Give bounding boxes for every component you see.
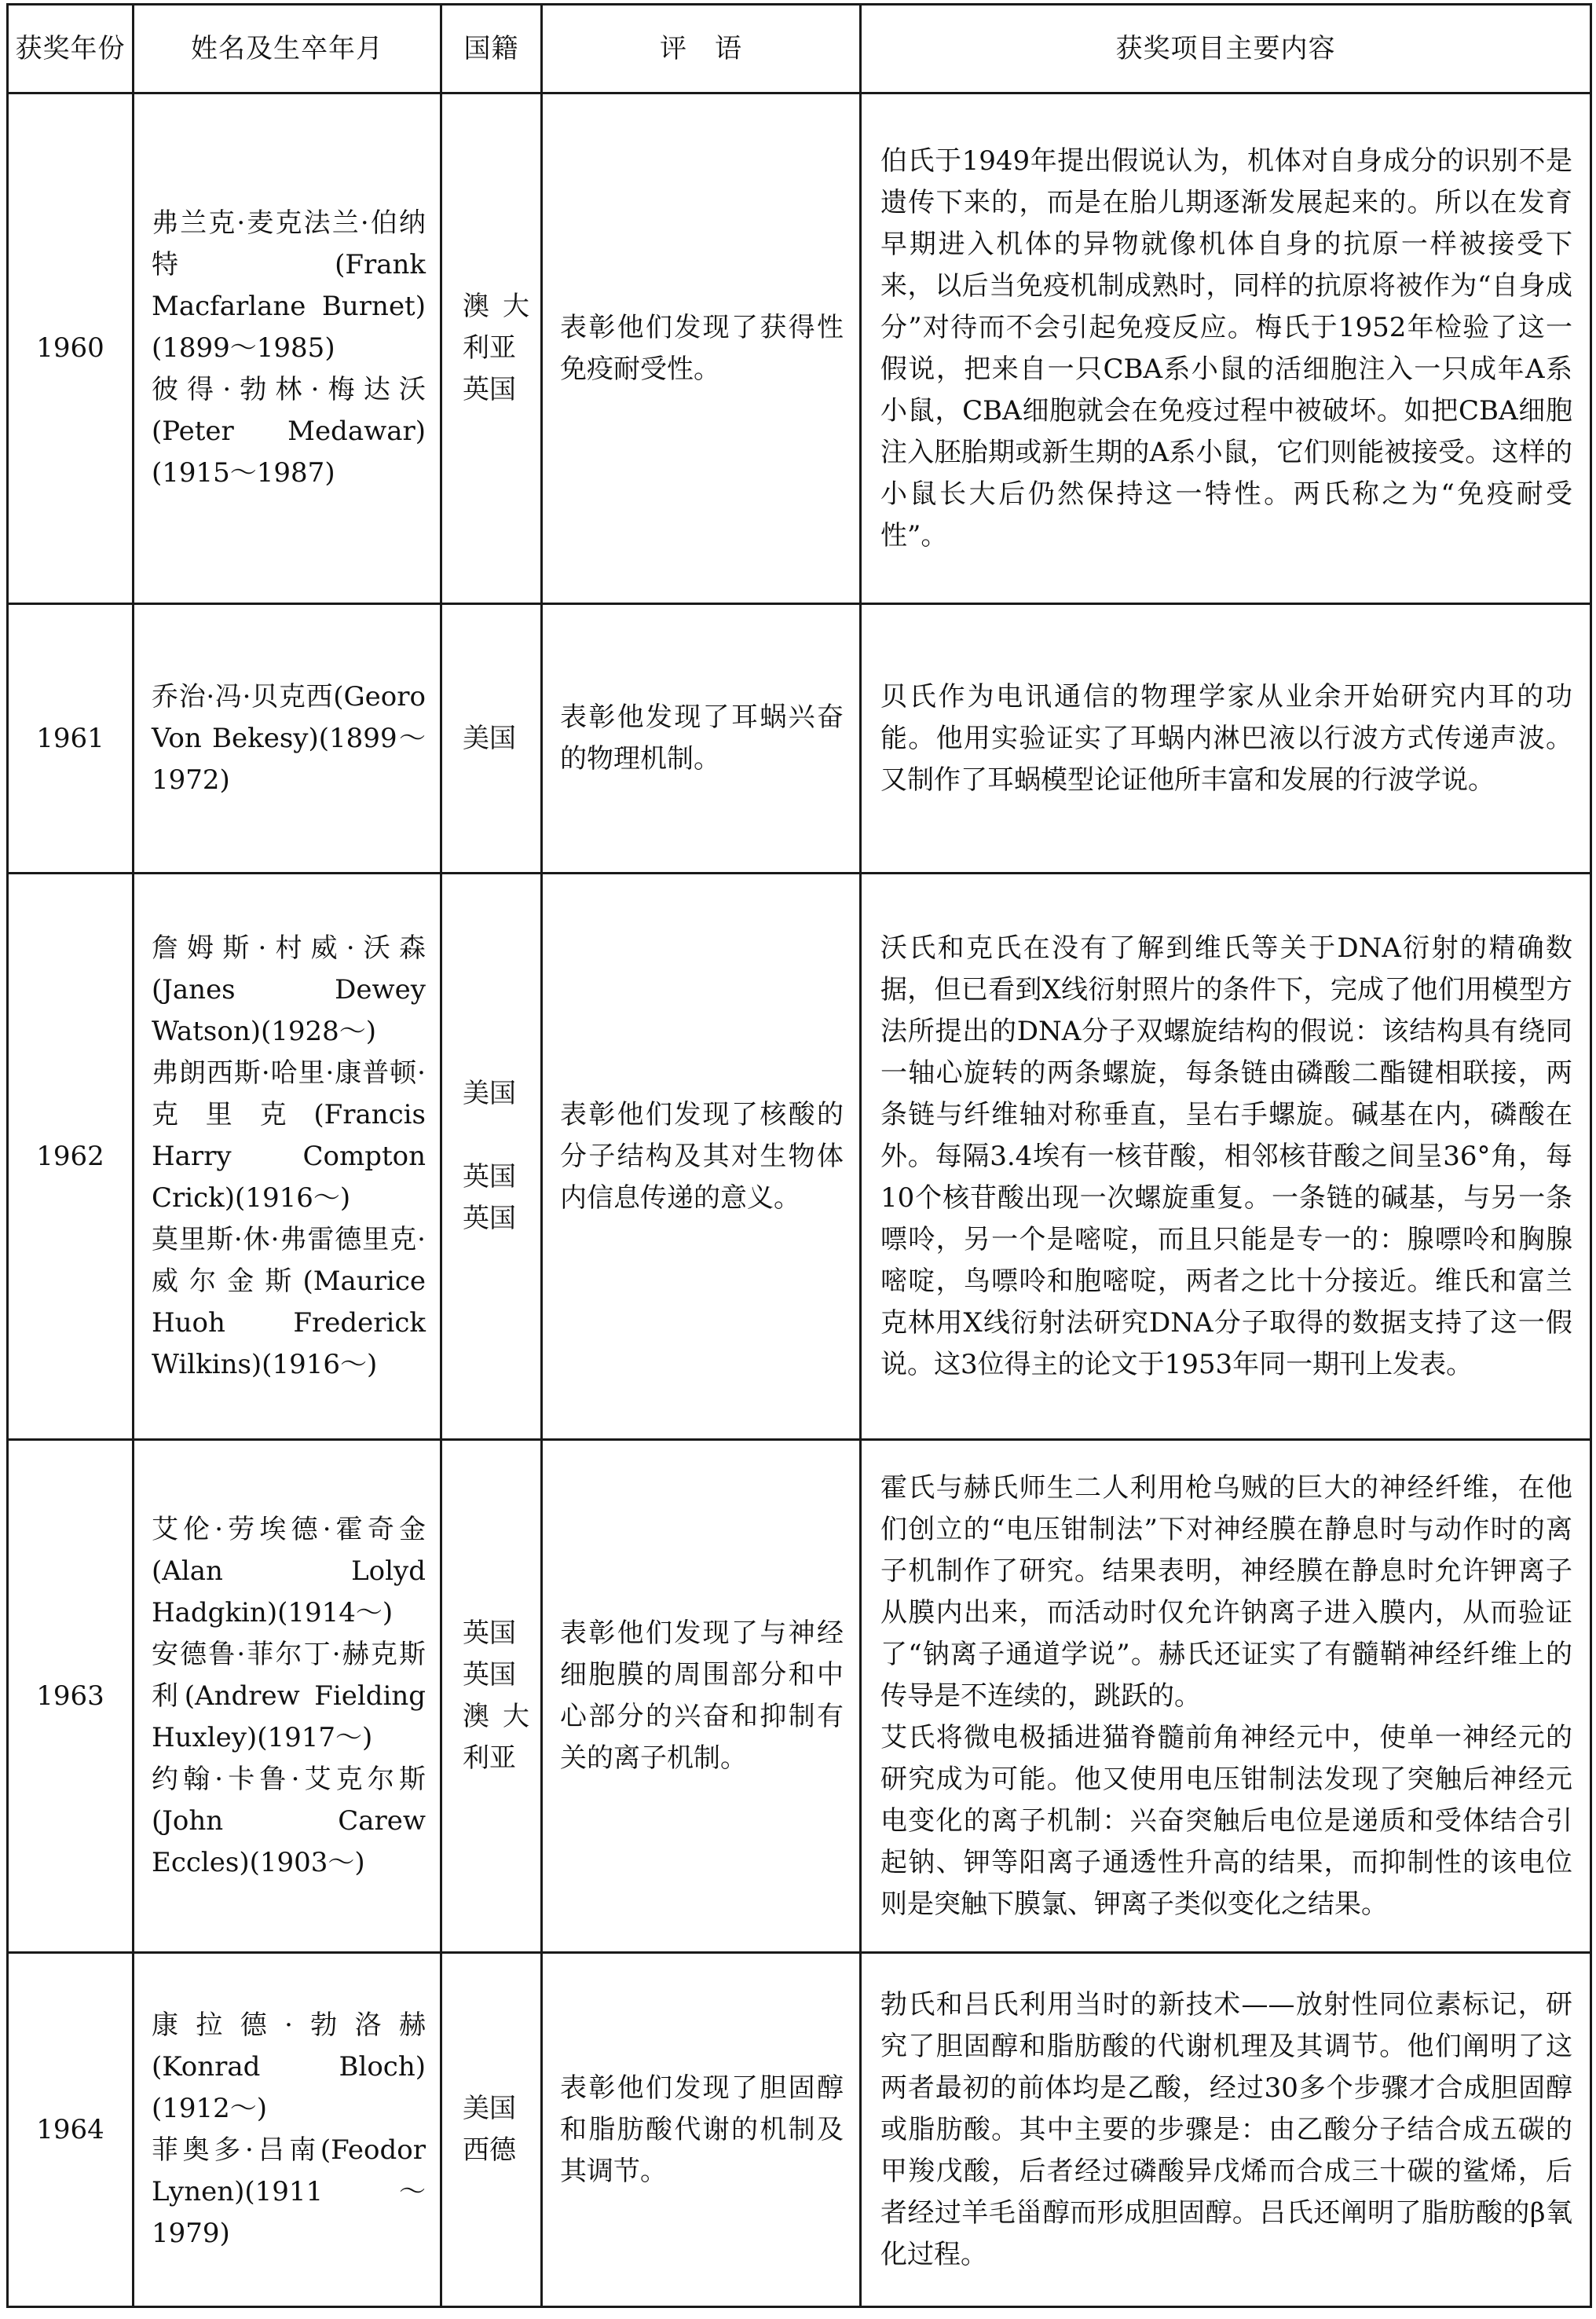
nationality-cell bbox=[441, 1953, 542, 2307]
table-row bbox=[8, 1440, 1591, 1953]
nationality-cell bbox=[441, 604, 542, 874]
nobel-prize-table bbox=[6, 3, 1592, 2308]
table-row bbox=[8, 93, 1591, 604]
nationality: 西德 bbox=[463, 2134, 516, 2166]
nationality: 美国 bbox=[463, 722, 516, 754]
header-content: 获奖项目主要内容 bbox=[861, 5, 1591, 93]
content-cell: 伯氏于1949年提出假说认为，机体对自身成分的识别不是遗传下来的，而是在胎儿期逐渐发展起来的。所以在发育早期进入机体的异物就像机体自身的抗原一样被接受下来，以后当免疫机制成熟时，同样的抗原将被作为“自身成分”对待而不会引起免疫反应。梅氏于1952年检验了这一假说，把来自一只CBA系小鼠的活细胞注入一只成年A系小鼠，CBA细胞就会在免疫过程中被破坏。如把CBA细胞注入胚胎期或新生期的A系小鼠，它们则能被接受。这样的小鼠长大后仍然保持这一特性。两氏称之为“免疫耐受性”。 bbox=[861, 93, 1591, 604]
laureate-name: 康拉德·勃洛赫(Konrad Bloch)(1912～) bbox=[152, 2009, 426, 2124]
nationality: 英国 bbox=[463, 374, 516, 405]
comment-cell: 表彰他们发现了胆固醇和脂肪酸代谢的机制及其调节。 bbox=[542, 1953, 861, 2307]
nationality: 美国 bbox=[463, 1078, 516, 1109]
content-cell bbox=[861, 1440, 1591, 1953]
header-row bbox=[8, 5, 1591, 93]
names-cell bbox=[134, 1440, 441, 1953]
comment-cell: 表彰他们发现了核酸的分子结构及其对生物体内信息传递的意义。 bbox=[542, 874, 861, 1440]
content-paragraph: 霍氏与赫氏师生二人利用枪乌贼的巨大的神经纤维，在他们创立的“电压钳制法”下对神经膜在静息时与动作时的离子机制作了研究。结果表明，神经膜在静息时允许钾离子从膜内出来，而活动时仅允许钠离子进入膜内，从而验证了“钠离子通道学说”。赫氏还证实了有髓鞘神经纤维上的传导是不连续的，跳跃的。 bbox=[880, 1471, 1572, 1712]
comment-cell: 表彰他们发现了获得性免疫耐受性。 bbox=[542, 93, 861, 604]
year-cell: 1962 bbox=[8, 874, 134, 1440]
laureate-name: 弗兰克·麦克法兰·伯纳特(Frank Macfarlane Burnet)(1899～1985) bbox=[152, 207, 426, 364]
nationality: 英国 bbox=[463, 1203, 516, 1234]
nationality: 澳大利亚 bbox=[463, 291, 529, 364]
table-row bbox=[8, 1953, 1591, 2307]
content-cell: 贝氏作为电讯通信的物理学家从业余开始研究内耳的功能。他用实验证实了耳蜗内淋巴液以行波方式传递声波。又制作了耳蜗模型论证他所丰富和发展的行波学说。 bbox=[861, 604, 1591, 874]
laureate-name: 约翰·卡鲁·艾克尔斯(John Carew Eccles)(1903～) bbox=[152, 1763, 426, 1878]
year-cell: 1961 bbox=[8, 604, 134, 874]
laureate-name: 莫里斯·休·弗雷德里克·威尔金斯(Maurice Huoh Frederick Wilkins)(1916～) bbox=[152, 1223, 426, 1380]
laureate-name: 彼得·勃林·梅达沃(Peter Medawar)(1915～1987) bbox=[152, 374, 426, 489]
nobel-table-wrapper bbox=[6, 3, 1590, 2308]
comment-cell: 表彰他发现了耳蜗兴奋的物理机制。 bbox=[542, 604, 861, 874]
table-row bbox=[8, 604, 1591, 874]
content-cell: 勃氏和吕氏利用当时的新技术——放射性同位素标记，研究了胆固醇和脂肪酸的代谢机理及其调节。他们阐明了这两者最初的前体均是乙酸，经过30多个步骤才合成胆固醇或脂肪酸。其中主要的步骤是：由乙酸分子结合成五碳的甲羧戊酸，后者经过磷酸异戊烯而合成三十碳的鲨烯，后者经过羊毛甾醇而形成胆固醇。吕氏还阐明了脂肪酸的β氧化过程。 bbox=[861, 1953, 1591, 2307]
laureate-name: 艾伦·劳埃德·霍奇金(Alan Lolyd Hadgkin)(1914～) bbox=[152, 1513, 426, 1628]
header-nationality: 国籍 bbox=[441, 5, 542, 93]
nationality: 英国 bbox=[463, 1617, 516, 1649]
content-cell: 沃氏和克氏在没有了解到维氏等关于DNA衍射的精确数据，但已看到X线衍射照片的条件下，完成了他们用模型方法所提出的DNA分子双螺旋结构的假说：该结构具有绕同一轴心旋转的两条螺旋，每条链由磷酸二酯键相联接，两条链与纤维轴对称垂直，呈右手螺旋。碱基在内，磷酸在外。每隔3.4埃有一核苷酸，相邻核苷酸之间呈36°角，每10个核苷酸出现一次螺旋重复。一条链的碱基，与另一条嘌呤，另一个是嘧啶，而且只能是专一的：腺嘌呤和胸腺嘧啶，鸟嘌呤和胞嘧啶，两者之比十分接近。维氏和富兰克林用X线衍射法研究DNA分子取得的数据支持了这一假说。这3位得主的论文于1953年同一期刊上发表。 bbox=[861, 874, 1591, 1440]
laureate-name: 弗朗西斯·哈里·康普顿·克里克(Francis Harry Compton Crick)(1916～) bbox=[152, 1057, 426, 1214]
year-cell: 1964 bbox=[8, 1953, 134, 2307]
spacer bbox=[463, 1115, 529, 1156]
nationality-cell bbox=[441, 93, 542, 604]
table-row bbox=[8, 874, 1591, 1440]
header-comment: 评 语 bbox=[542, 5, 861, 93]
content-paragraph: 艾氏将微电极插进猫脊髓前角神经元中，使单一神经元的研究成为可能。他又使用电压钳制法发现了突触后神经元电变化的离子机制：兴奋突触后电位是递质和受体结合引起钠、钾等阳离子通透性升高的结果，而抑制性的该电位则是突触下膜氯、钾离子类似变化之结果。 bbox=[880, 1721, 1572, 1920]
laureate-name: 安德鲁·菲尔丁·赫克斯利(Andrew Fielding Huxley)(1917～) bbox=[152, 1638, 426, 1753]
nationality-cell bbox=[441, 874, 542, 1440]
header-year: 获奖年份 bbox=[8, 5, 134, 93]
year-cell: 1960 bbox=[8, 93, 134, 604]
nationality: 英国 bbox=[463, 1161, 516, 1192]
nationality: 英国 bbox=[463, 1659, 516, 1691]
names-cell bbox=[134, 93, 441, 604]
comment-cell: 表彰他们发现了与神经细胞膜的周围部分和中心部分的兴奋和抑制有关的离子机制。 bbox=[542, 1440, 861, 1953]
names-cell bbox=[134, 874, 441, 1440]
laureate-name: 詹姆斯·村威·沃森(Janes Dewey Watson)(1928～) bbox=[152, 932, 426, 1047]
laureate-name: 菲奥多·吕南(Feodor Lynen)(1911～1979) bbox=[152, 2134, 426, 2249]
names-cell bbox=[134, 604, 441, 874]
nationality: 澳大利亚 bbox=[463, 1701, 529, 1774]
nationality-cell bbox=[441, 1440, 542, 1953]
header-name: 姓名及生卒年月 bbox=[134, 5, 441, 93]
nationality: 美国 bbox=[463, 2093, 516, 2124]
names-cell bbox=[134, 1953, 441, 2307]
laureate-name: 乔治·冯·贝克西(Georo Von Bekesy)(1899～1972) bbox=[152, 680, 426, 796]
year-cell: 1963 bbox=[8, 1440, 134, 1953]
